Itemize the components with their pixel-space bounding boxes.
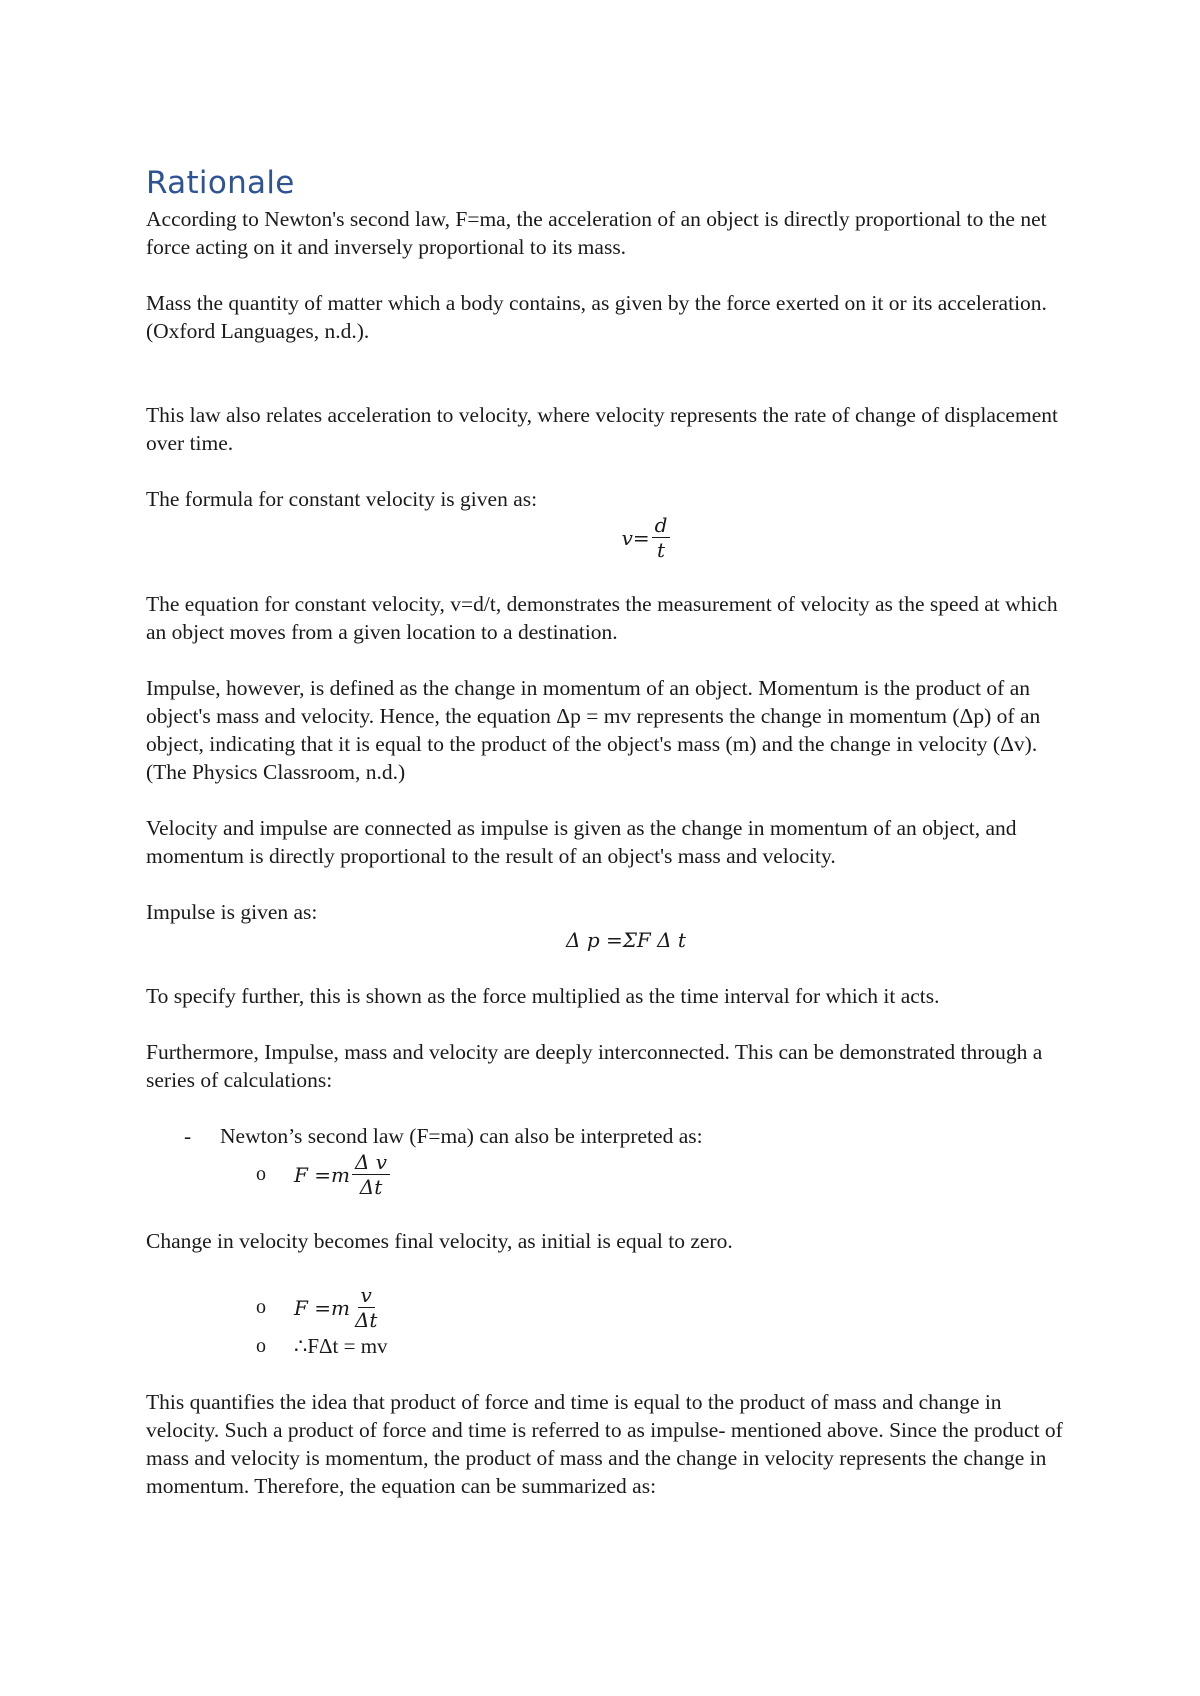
document-page [146, 165, 1066, 1500]
paragraph-newton-law: According to Newton's second law, F=ma, the acceleration of an object is directly proportional to the net force acting on it and inversely proportional to its mass. [146, 207, 1047, 259]
paragraph-mass-definition: Mass the quantity of matter which a body contains, as given by the force exerted on it or its acceleration. (Oxford Languages, n.d.). [146, 291, 1047, 343]
fraction [352, 1150, 390, 1199]
fraction-denominator: t [657, 538, 666, 562]
fraction-numerator: Δ v [352, 1150, 390, 1175]
sub-list-item [146, 1150, 1066, 1199]
equation-impulse-result: ∴FΔt = mv [294, 1333, 388, 1358]
sub-list-item [146, 1283, 1066, 1332]
list-item [146, 1122, 1066, 1150]
paragraph-change-velocity: Change in velocity becomes final velocity, as initial is equal to zero. [146, 1229, 733, 1253]
equation-impulse: Δ p =ΣF Δ t [566, 928, 686, 952]
equation-velocity-lhs: v= [621, 525, 650, 550]
paragraph-impulse-definition: Impulse, however, is defined as the change in momentum of an object. Momentum is the product of an object's mass and velocity. Hence, the equation Δp = mv represents the change in momentum (Δp) of an object, indicating that it is equal to the product of the object's mass (m) and the change in velocity (Δv). (The Physics Classroom, n.d.) [146, 676, 1041, 784]
paragraph-impulse-intro: Impulse is given as: [146, 900, 318, 924]
equation-force-lhs: F =m [294, 1162, 350, 1187]
paragraph-interconnected: Furthermore, Impulse, mass and velocity are deeply interconnected. This can be demonstrated through a series of calculations: [146, 1040, 1043, 1092]
circle-bullet: o [256, 1163, 266, 1185]
dash-bullet: - [184, 1124, 192, 1148]
fraction-denominator: Δt [359, 1175, 383, 1199]
paragraph-specify: To specify further, this is shown as the force multiplied as the time interval for which it acts. [146, 984, 940, 1008]
equation-velocity [146, 513, 1066, 562]
fraction [352, 1283, 380, 1332]
section-heading: Rationale [146, 165, 295, 201]
paragraph-quantifies: This quantifies the idea that product of force and time is equal to the product of mass and change in velocity. Such a product of force and time is referred to as impulse- mentioned above. Since the product of mass and velocity is momentum, the product of mass and the change in velocity represents the change in momentum. Therefore, the equation can be summarized as: [146, 1390, 1063, 1498]
fraction-numerator: v [358, 1283, 375, 1308]
circle-bullet: o [256, 1296, 266, 1318]
paragraph-velocity-formula-intro: The formula for constant velocity is given as: [146, 487, 538, 511]
fraction-numerator: d [652, 513, 671, 538]
fraction-denominator: Δt [354, 1308, 378, 1332]
paragraph-constant-velocity: The equation for constant velocity, v=d/t, demonstrates the measurement of velocity as the speed at which an object moves from a given location to a destination. [146, 592, 1058, 644]
sub-list-item [146, 1332, 1066, 1360]
list-item-text: Newton’s second law (F=ma) can also be interpreted as: [220, 1124, 703, 1148]
fraction [652, 513, 671, 562]
equation-force-lhs: F =m [294, 1295, 350, 1320]
paragraph-velocity-impulse: Velocity and impulse are connected as impulse is given as the change in momentum of an object, and momentum is directly proportional to the result of an object's mass and velocity. [146, 816, 1017, 868]
circle-bullet: o [256, 1334, 266, 1357]
paragraph-velocity-relation: This law also relates acceleration to velocity, where velocity represents the rate of change of displacement over time. [146, 403, 1058, 455]
